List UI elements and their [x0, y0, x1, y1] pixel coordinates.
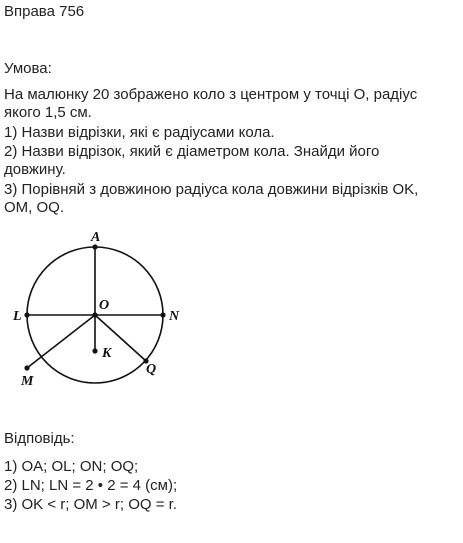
condition-line: 2) Назви відрізок, який є діаметром кола. Знайди його	[4, 143, 380, 160]
answer-line: 2) LN; LN = 2 • 2 = 4 (см);	[4, 477, 178, 494]
condition-line: OM, OQ.	[4, 199, 64, 216]
condition-line: якого 1,5 см.	[4, 104, 92, 121]
circle-figure	[0, 220, 200, 395]
label-k: K	[102, 346, 112, 361]
exercise-title: Вправа 756	[4, 3, 85, 20]
label-a: A	[91, 230, 101, 245]
point-l	[24, 312, 29, 317]
point-n	[160, 312, 165, 317]
condition-line: На малюнку 20 зображено коло з центром у точці О, радіус	[4, 86, 418, 103]
label-n: N	[169, 309, 180, 324]
answer-heading: Відповідь:	[4, 430, 75, 447]
condition-heading: Умова:	[4, 60, 52, 77]
condition-line: 3) Порівняй з довжиною радіуса кола довжини відрізків OK,	[4, 181, 419, 198]
point-m	[24, 365, 29, 370]
label-o: O	[99, 298, 110, 313]
answer-line: 1) OA; OL; ON; OQ;	[4, 458, 139, 475]
label-q: Q	[146, 362, 157, 377]
condition-line: довжину.	[4, 161, 66, 178]
point-a	[92, 244, 97, 249]
point-k	[92, 348, 97, 353]
condition-line: 1) Назви відрізки, які є радіусами кола.	[4, 124, 275, 141]
answer-line: 3) OK < r; OM > r; OQ = r.	[4, 496, 177, 513]
label-m: M	[21, 374, 34, 389]
point-o	[92, 312, 97, 317]
segment-om	[27, 315, 95, 368]
label-l: L	[13, 309, 22, 324]
